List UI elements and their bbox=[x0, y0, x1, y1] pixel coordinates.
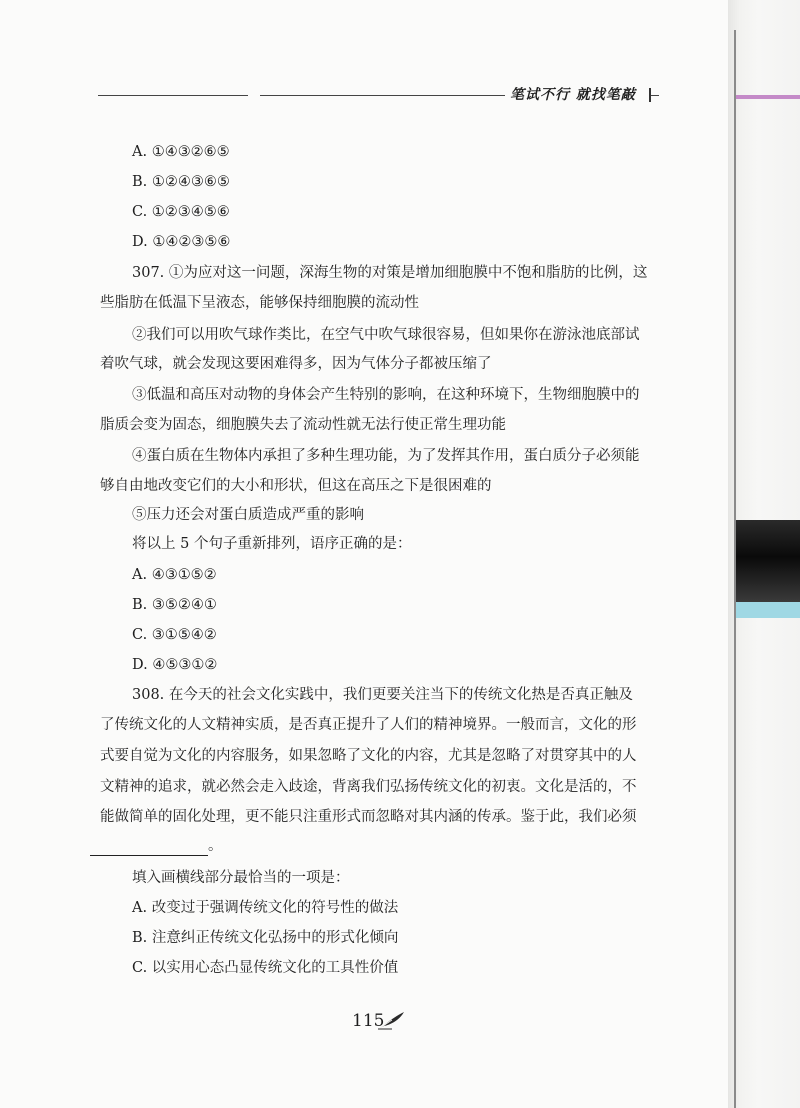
blank-period: 。 bbox=[208, 838, 223, 854]
q307-sentence-1-line-2: 些脂肪在低温下呈液态，能够保持细胞膜的流动性 bbox=[100, 295, 419, 311]
q307-prompt: 将以上 5 个句子重新排列，语序正确的是： bbox=[132, 536, 412, 552]
header-rule-mid bbox=[260, 95, 505, 96]
q308-passage-line-1: 308. 在今天的社会文化实践中，我们更要关注当下的传统文化热是否真正触及 bbox=[132, 687, 633, 703]
q307-sentence-3-line-1: ③低温和高压对动物的身体会产生特别的影响，在这种环境下，生物细胞膜中的 bbox=[132, 387, 640, 403]
q308-option-b: B. 注意纠正传统文化弘扬中的形式化倾向 bbox=[132, 930, 399, 946]
header-rule-left bbox=[98, 95, 248, 96]
q308-passage-line-3: 式要自觉为文化的内容服务，如果忽略了文化的内容，尤其是忽略了对贯穿其中的人 bbox=[100, 748, 637, 764]
q308-option-c: C. 以实用心态凸显传统文化的工具性价值 bbox=[132, 960, 399, 976]
header-rule-right bbox=[651, 95, 659, 96]
q307-sentence-1-line-1: 307. ①为应对这一问题，深海生物的对策是增加细胞膜中不饱和脂肪的比例，这 bbox=[132, 265, 648, 281]
page-number: 115 bbox=[352, 1011, 385, 1031]
q307-option-a: A. ④③①⑤② bbox=[132, 567, 217, 583]
q308-passage-line-4: 文精神的追求，就必然会走入歧途，背离我们弘扬传统文化的初衷。文化是活的，不 bbox=[100, 779, 637, 795]
q308-passage-line-2: 了传统文化的人文精神实质，是否真正提升了人们的精神境界。一般而言，文化的形 bbox=[100, 717, 637, 733]
q307-option-b: B. ③⑤②④① bbox=[132, 597, 217, 613]
q307-sentence-4-line-1: ④蛋白质在生物体内承担了多种生理功能，为了发挥其作用，蛋白质分子必须能 bbox=[132, 448, 640, 464]
q306-option-b: B. ①②④③⑥⑤ bbox=[132, 174, 230, 190]
page-edge-tab-cyan bbox=[736, 602, 800, 618]
q307-sentence-2-line-2: 着吹气球，就会发现这要困难得多，因为气体分子都被压缩了 bbox=[100, 356, 492, 372]
page-edge-tab-pink bbox=[736, 95, 800, 99]
q306-option-c: C. ①②③④⑤⑥ bbox=[132, 204, 230, 220]
q308-answer-blank bbox=[90, 836, 223, 856]
q307-sentence-3-line-2: 脂质会变为固态，细胞膜失去了流动性就无法行使正常生理功能 bbox=[100, 417, 506, 433]
q307-option-c: C. ③①⑤④② bbox=[132, 627, 217, 643]
q307-sentence-2-line-1: ②我们可以用吹气球作类比，在空气中吹气球很容易，但如果你在游泳池底部试 bbox=[132, 327, 640, 343]
blank-underline bbox=[90, 841, 208, 856]
q307-option-d: D. ④⑤③①② bbox=[132, 657, 218, 673]
quill-icon bbox=[378, 1010, 406, 1030]
q308-passage-line-5: 能做简单的固化处理，更不能只注重形式而忽略对其内涵的传承。鉴于此，我们必须 bbox=[100, 809, 637, 825]
page-edge-tab-dark bbox=[736, 520, 800, 602]
q307-sentence-5: ⑤压力还会对蛋白质造成严重的影响 bbox=[132, 507, 364, 523]
header-slogan: 笔试不行 就找笔敲 bbox=[510, 87, 636, 103]
q307-sentence-4-line-2: 够自由地改变它们的大小和形状，但这在高压之下是很困难的 bbox=[100, 478, 492, 494]
q308-option-a: A. 改变过于强调传统文化的符号性的做法 bbox=[132, 900, 399, 916]
q306-option-d: D. ①④②③⑤⑥ bbox=[132, 234, 231, 250]
q308-prompt: 填入画横线部分最恰当的一项是： bbox=[132, 870, 350, 886]
q306-option-a: A. ①④③②⑥⑤ bbox=[132, 144, 230, 160]
